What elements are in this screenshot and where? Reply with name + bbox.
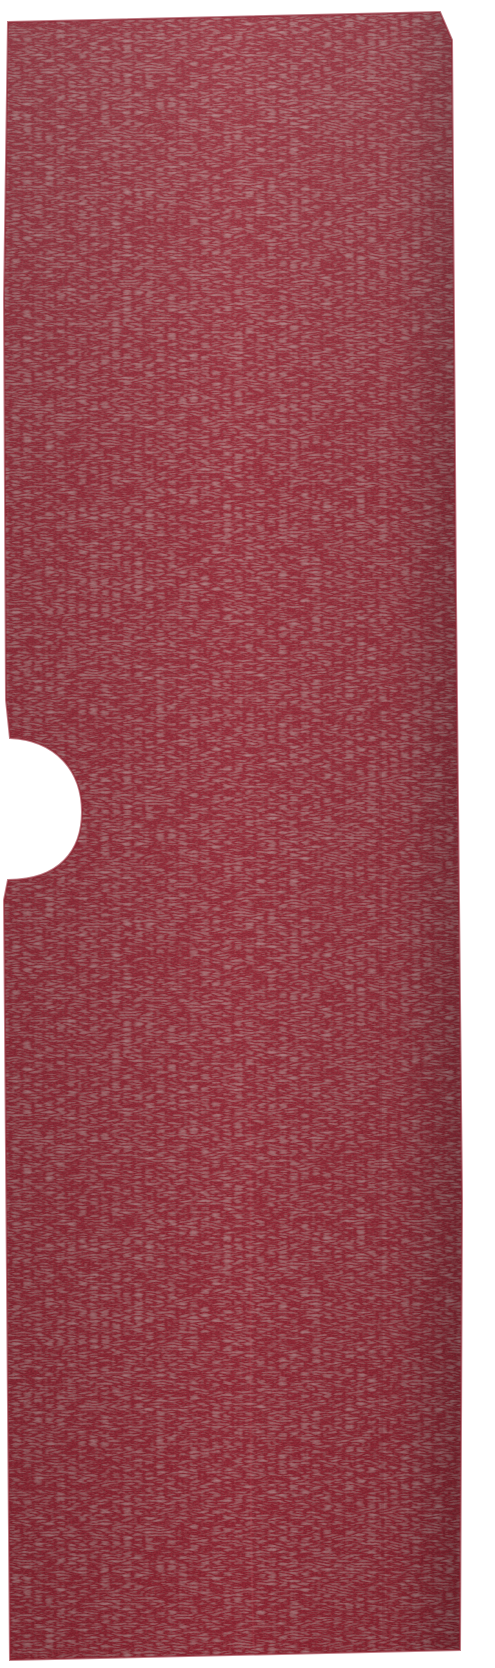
panel-vertical-sheen	[4, 12, 462, 1660]
